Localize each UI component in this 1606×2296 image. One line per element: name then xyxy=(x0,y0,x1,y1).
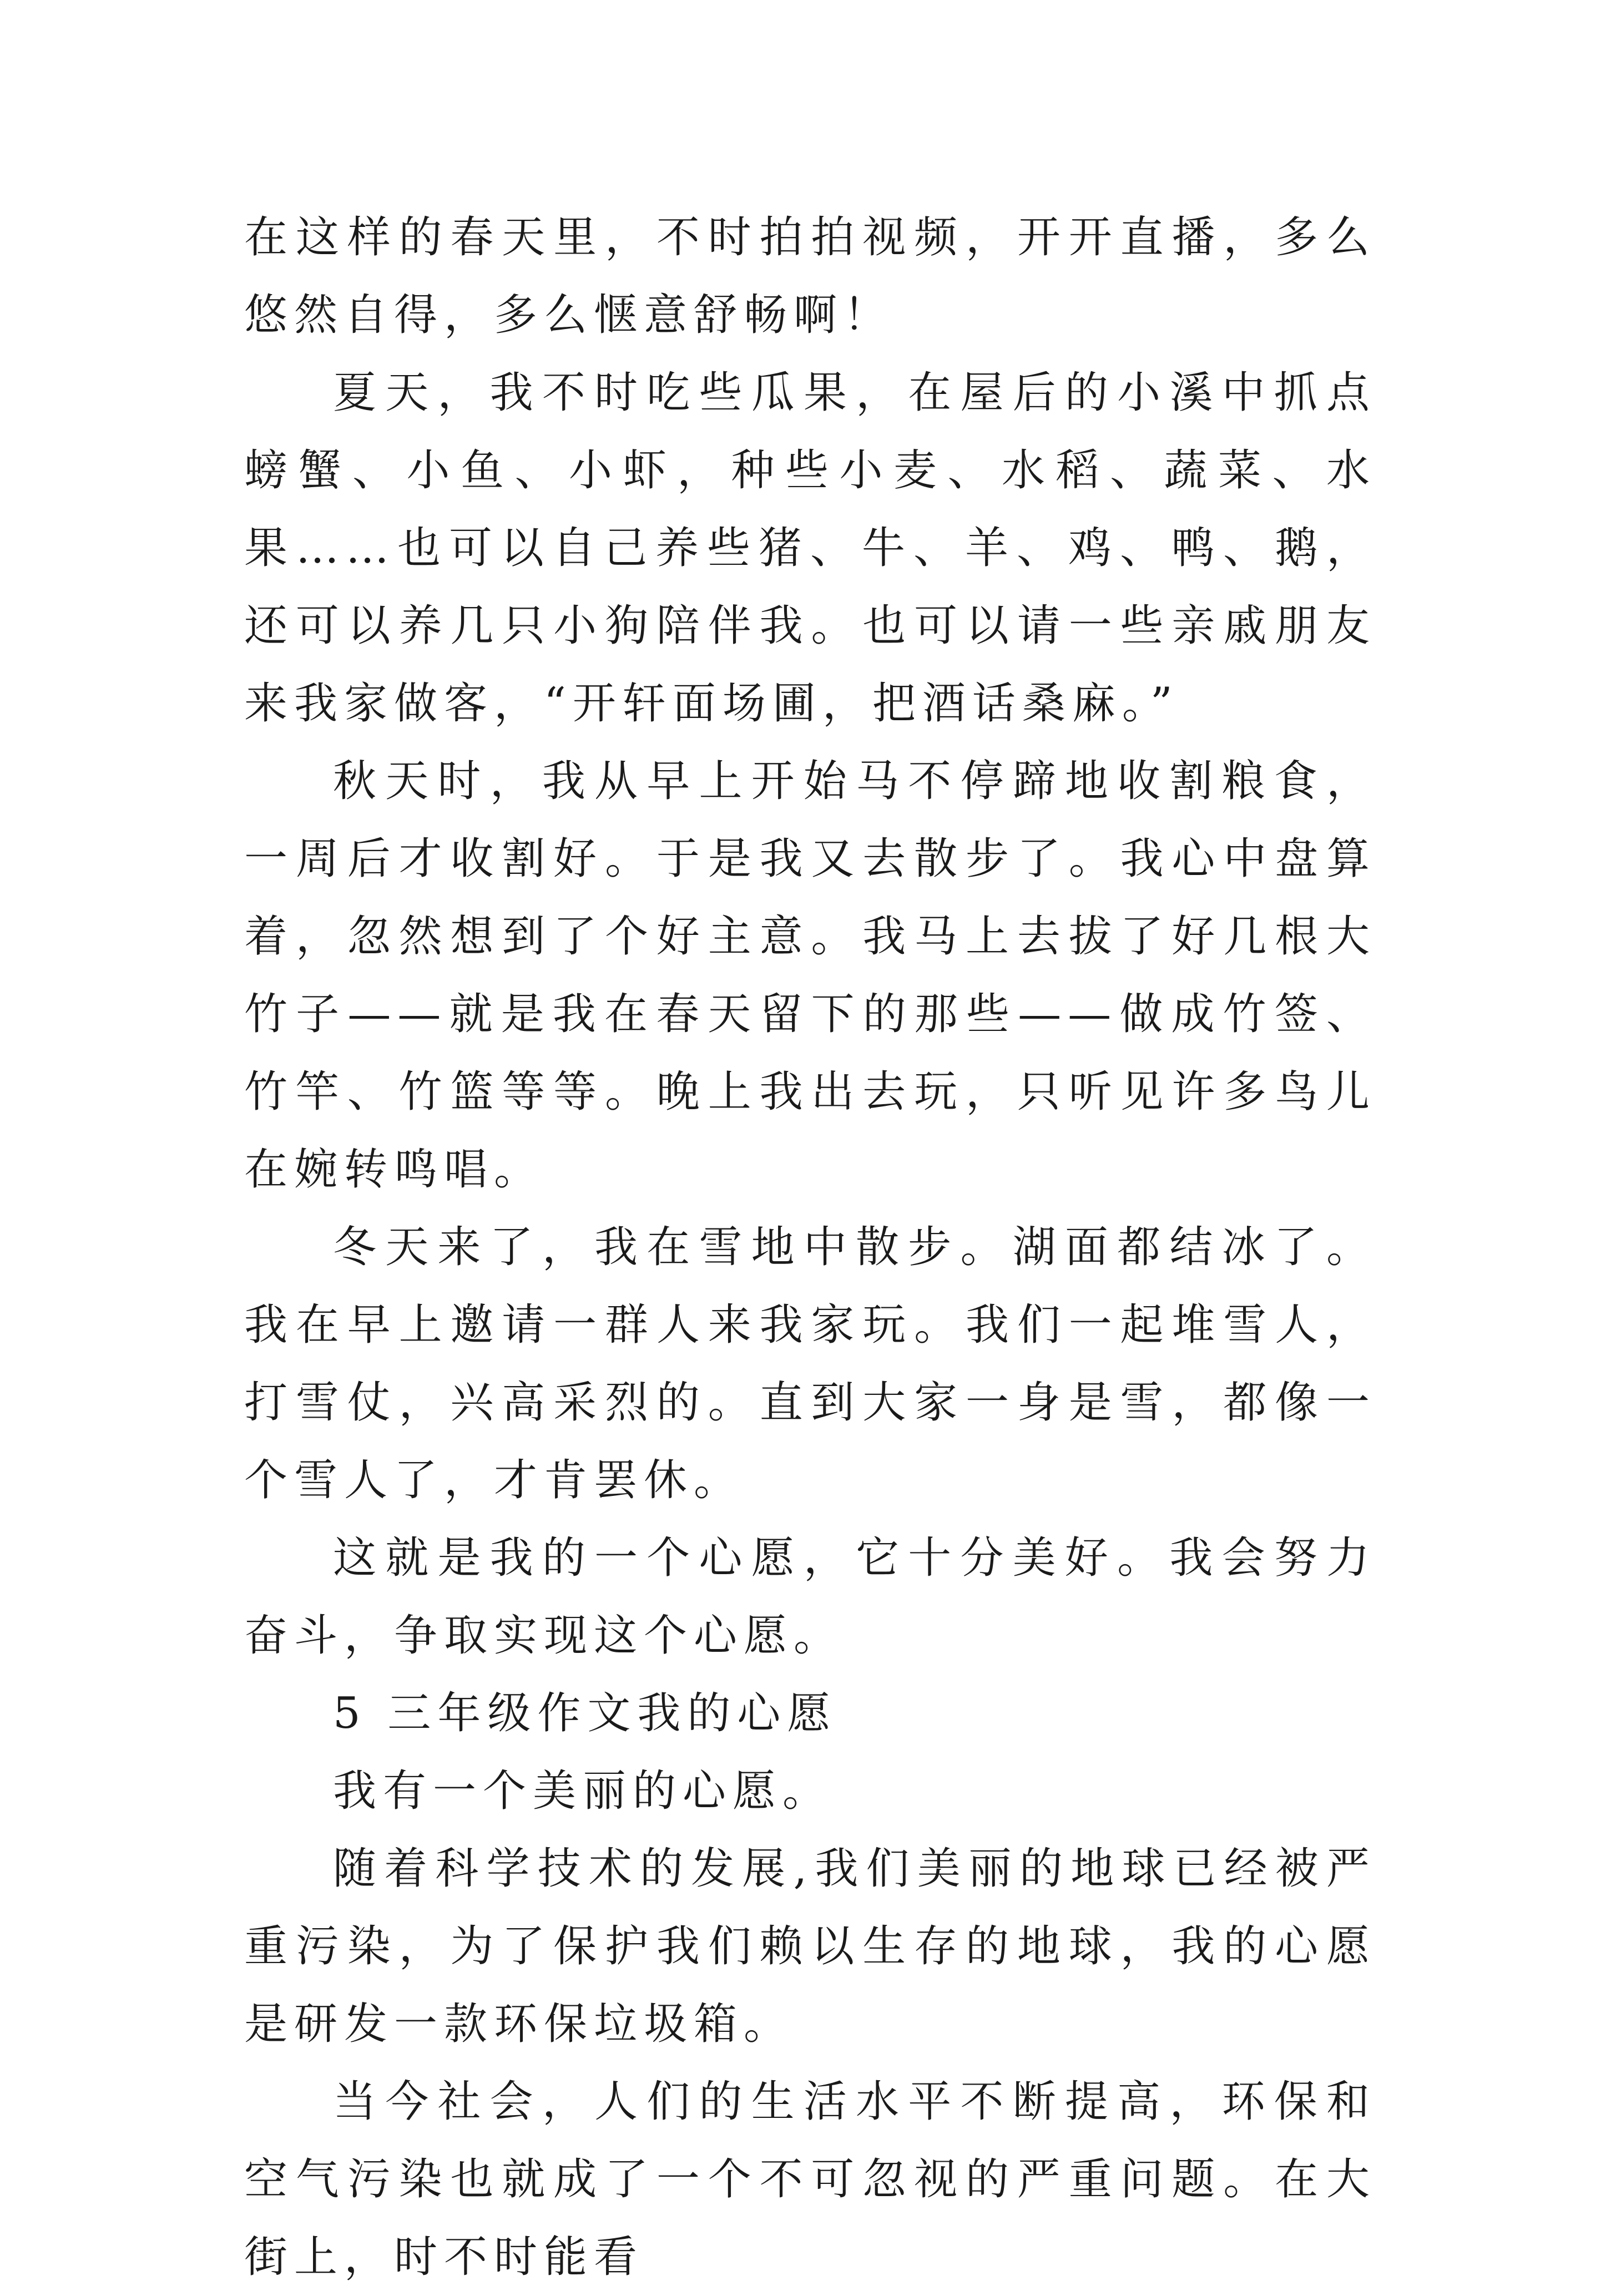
paragraph-summer: 夏天，我不时吃些瓜果，在屋后的小溪中抓点螃蟹、小鱼、小虾，种些小麦、水稻、蔬菜、水果……也可以自己养些猪、牛、羊、鸡、鸭、鹅，还可以养几只小狗陪伴我。也可以请一些亲戚朋友来我家做客，“开轩面场圃，把酒话桑麻。” xyxy=(244,368,1376,729)
paragraph-spring-ending: 在这样的春天里，不时拍拍视频，开开直播，多么悠然自得，多么惬意舒畅啊！ xyxy=(244,213,1376,340)
paragraph-environment: 随着科学技术的发展,我们美丽的地球已经被严重污染，为了保护我们赖以生存的地球，我的心愿是研发一款环保垃圾箱。 xyxy=(244,1844,1376,2049)
paragraph-pollution: 当今社会，人们的生活水平不断提高，环保和空气污染也就成了一个不可忽视的严重问题。在大街上，时不时能看 xyxy=(244,2077,1376,2282)
paragraph-autumn: 秋天时，我从早上开始马不停蹄地收割粮食，一周后才收割好。于是我又去散步了。我心中盘算着，忽然想到了个好主意。我马上去拔了好几根大竹子——就是我在春天留下的那些——做成竹签、竹竿、竹篮等等。晚上我出去玩，只听见许多鸟儿在婉转鸣唱。 xyxy=(244,756,1376,1195)
paragraph-intro-wish: 我有一个美丽的心愿。 xyxy=(333,1766,833,1816)
paragraph-conclusion: 这就是我的一个心愿，它十分美好。我会努力奋斗，争取实现这个心愿。 xyxy=(244,1533,1376,1661)
paragraph-winter: 冬天来了，我在雪地中散步。湖面都结冰了。我在早上邀请一群人来我家玩。我们一起堆雪人，打雪仗，兴高采烈的。直到大家一身是雪，都像一个雪人了，才肯罢休。 xyxy=(244,1222,1376,1505)
document-page xyxy=(244,199,1376,2296)
section-heading: 5 三年级作文我的心愿 xyxy=(333,1688,837,1738)
